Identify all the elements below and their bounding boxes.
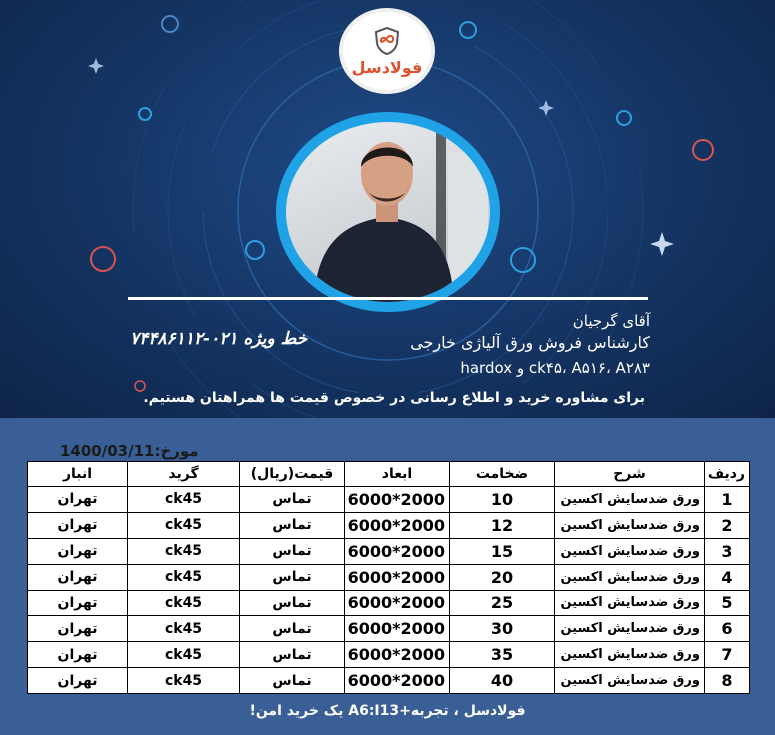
cell-price: تماس	[240, 487, 345, 513]
cell-thickness: 30	[450, 616, 555, 642]
hotline-number[interactable]: خط ویژه ۰۲۱-۷۴۴۸۶۱۱۲	[130, 329, 308, 349]
cell-price: تماس	[240, 668, 345, 694]
contact-grades: ck۴۵، A۵۱۶، A۲۸۳ و hardox	[460, 359, 650, 377]
cell-price: تماس	[240, 538, 345, 564]
cell-row-no: 7	[705, 642, 750, 668]
cell-grade: ck45	[128, 487, 240, 513]
cell-description: ورق ضدسایش اکسین	[555, 668, 705, 694]
cell-dimensions: 2000*6000	[345, 642, 450, 668]
header-description: شرح	[555, 462, 705, 487]
contact-role: کارشناس فروش ورق آلیاژی خارجی	[410, 333, 650, 352]
cell-thickness: 20	[450, 564, 555, 590]
cell-description: ورق ضدسایش اکسین	[555, 616, 705, 642]
cell-description: ورق ضدسایش اکسین	[555, 512, 705, 538]
cell-thickness: 12	[450, 512, 555, 538]
cell-warehouse: تهران	[28, 487, 128, 513]
footer-slogan: فولادسل ، تجربه+A6:I13 یک خرید امن!	[249, 703, 526, 719]
table-row	[28, 487, 750, 513]
cell-description: ورق ضدسایش اکسین	[555, 538, 705, 564]
cell-description: ورق ضدسایش اکسین	[555, 487, 705, 513]
table-row	[28, 642, 750, 668]
cell-warehouse: تهران	[28, 590, 128, 616]
cell-description: ورق ضدسایش اکسین	[555, 590, 705, 616]
cell-dimensions: 2000*6000	[345, 512, 450, 538]
profile-photo	[286, 122, 490, 302]
cell-description: ورق ضدسایش اکسین	[555, 642, 705, 668]
table-row	[28, 564, 750, 590]
cell-grade: ck45	[128, 616, 240, 642]
cell-row-no: 2	[705, 512, 750, 538]
cell-thickness: 40	[450, 668, 555, 694]
cell-warehouse: تهران	[28, 538, 128, 564]
header-grade: گرید	[128, 462, 240, 487]
table-row	[28, 668, 750, 694]
cell-grade: ck45	[128, 668, 240, 694]
cell-thickness: 35	[450, 642, 555, 668]
cell-description: ورق ضدسایش اکسین	[555, 564, 705, 590]
cell-price: تماس	[240, 616, 345, 642]
cell-price: تماس	[240, 642, 345, 668]
cell-price: تماس	[240, 590, 345, 616]
price-table	[27, 461, 750, 694]
cell-warehouse: تهران	[28, 512, 128, 538]
table-row	[28, 538, 750, 564]
price-date: مورخ:1400/03/11	[60, 442, 199, 460]
header-warehouse: انبار	[28, 462, 128, 487]
contact-name: آقای گرجیان	[572, 312, 650, 330]
cell-grade: ck45	[128, 564, 240, 590]
cell-row-no: 5	[705, 590, 750, 616]
cell-thickness: 10	[450, 487, 555, 513]
cell-grade: ck45	[128, 590, 240, 616]
logo-text: فولادسل	[351, 57, 423, 77]
call-to-action: برای مشاوره خرید و اطلاع رسانی در خصوص قیمت ها همراهتان هستیم.	[143, 390, 645, 406]
table-row	[28, 616, 750, 642]
brand-logo	[339, 8, 435, 94]
cell-row-no: 8	[705, 668, 750, 694]
cell-row-no: 1	[705, 487, 750, 513]
table-row	[28, 512, 750, 538]
cell-dimensions: 2000*6000	[345, 564, 450, 590]
cell-dimensions: 2000*6000	[345, 538, 450, 564]
cell-price: تماس	[240, 564, 345, 590]
cell-warehouse: تهران	[28, 668, 128, 694]
cell-warehouse: تهران	[28, 642, 128, 668]
cell-dimensions: 2000*6000	[345, 668, 450, 694]
cell-thickness: 25	[450, 590, 555, 616]
cell-grade: ck45	[128, 642, 240, 668]
cell-dimensions: 2000*6000	[345, 487, 450, 513]
cell-row-no: 3	[705, 538, 750, 564]
header-dimensions: ابعاد	[345, 462, 450, 487]
person-silhouette	[286, 122, 490, 302]
divider-line	[128, 297, 648, 300]
table-row	[28, 590, 750, 616]
cell-grade: ck45	[128, 512, 240, 538]
cell-dimensions: 2000*6000	[345, 590, 450, 616]
shield-icon	[372, 26, 402, 56]
cell-row-no: 6	[705, 616, 750, 642]
cell-row-no: 4	[705, 564, 750, 590]
table-header-row	[28, 462, 750, 487]
profile-photo-frame	[276, 112, 500, 312]
cell-price: تماس	[240, 512, 345, 538]
cell-warehouse: تهران	[28, 616, 128, 642]
cell-warehouse: تهران	[28, 564, 128, 590]
header-price: قیمت(ریال)	[240, 462, 345, 487]
cell-dimensions: 2000*6000	[345, 616, 450, 642]
header-row-no: ردیف	[705, 462, 750, 487]
header-thickness: ضخامت	[450, 462, 555, 487]
cell-thickness: 15	[450, 538, 555, 564]
cell-grade: ck45	[128, 538, 240, 564]
